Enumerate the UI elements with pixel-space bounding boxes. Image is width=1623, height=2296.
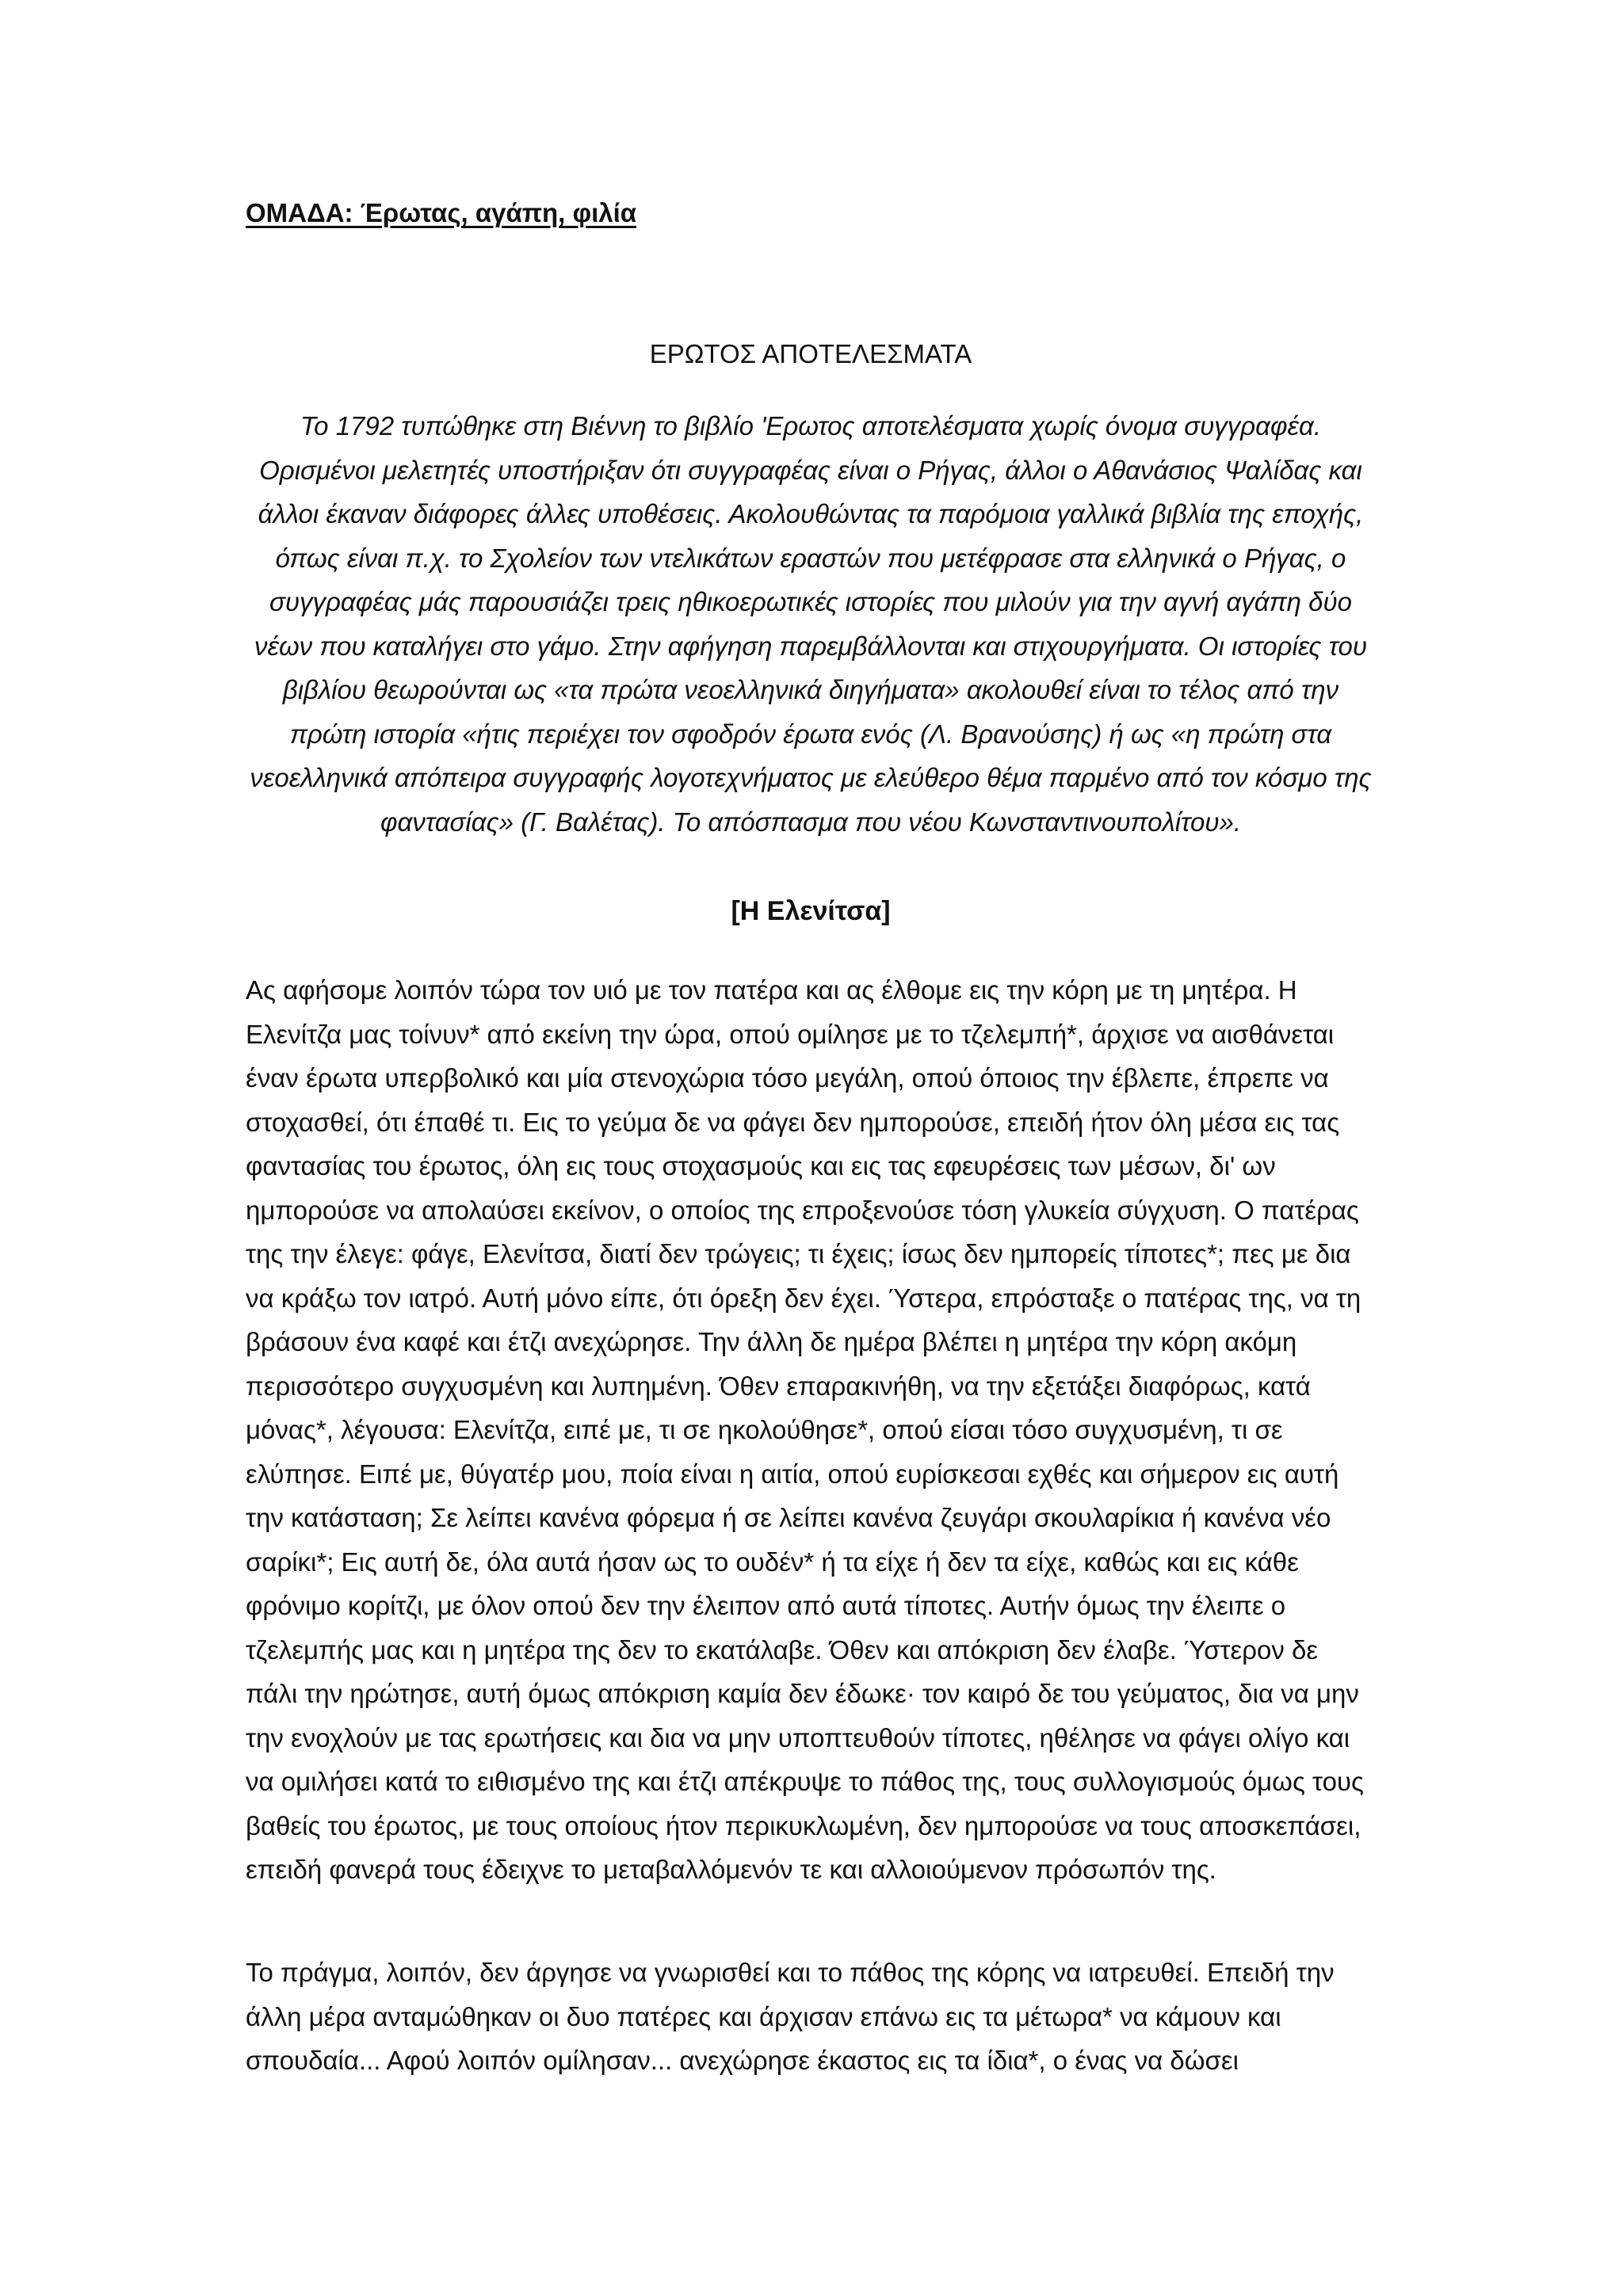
body-paragraph: Ας αφήσομε λοιπόν τώρα τον υιό με τον πατέρα και ας έλθομε εις την κόρη με τη μητέρα. Η Ελενίτζα μας τοίνυν* από εκείνη την ώρα, οπού ομίλησε με το τζελεμπή*, άρχισε να αισθάνεται έναν έρωτα υπερβολικό και μία στενοχώρια τόσο μεγάλη, οπού όποιος την έβλεπε, έπρεπε να στοχασθεί, ότι έπαθέ τι. Εις το γεύμα δε να φάγει δεν ημπορούσε, επειδή ήτον όλη μέσα εις τας φαντασίας του έρωτος, όλη εις τους στοχασμούς και εις τας εφευρέσεις των μέσων, δι' ων ημπορούσε να απολαύσει εκείνον, ο οποίος της επροξενούσε τόση γλυκεία σύγχυση. Ο πατέρας της την έλεγε: φάγε, Ελενίτσα, διατί δεν τρώγεις; τι έχεις; ίσως δεν ημπορείς τίποτες*; πες με δια να κράξω τον ιατρό. Αυτή μόνο είπε, ότι όρεξη δεν έχει. Ύστερα, επρόσταξε ο πατέρας της, να τη βράσουν ένα καφέ και έτζι ανεχώρησε. Την άλλη δε ημέρα βλέπει η μητέρα την κόρη ακόμη περισσότερο συγχυσμένη και λυπημένη. Όθεν επαρακινήθη, να την εξετάξει διαφόρως, κατά μόνας*, λέγουσα: Ελενίτζα, ειπέ με, τι σε ηκολούθησε*, οπού είσαι τόσο συγχυσμένη, τι σε ελύπησε. Ειπέ με, θύγατέρ μου, ποία είναι η αιτία, οπού ευρίσκεσαι εχθές και σήμερον εις αυτή την κατάσταση; Σε λείπει κανένα φόρεμα ή σε λείπει κανένα ζευγάρι σκουλαρίκια ή κανένα νέο σαρίκι*; Εις αυτή δε, όλα αυτά ήσαν ως το ουδέν* ή τα είχε ή δεν τα είχε, καθώς και εις κάθε φρόνιμο κορίτζι, με όλον οπού δεν την έλειπον από αυτά τίποτες. Αυτήν όμως την έλειπε ο τζελεμπής μας και η μητέρα της δεν το εκατάλαβε. Όθεν και απόκριση δεν έλαβε. Ύστερον δε πάλι την ηρώτησε, αυτή όμως απόκριση καμία δεν έδωκε· τον καιρό δε του γεύματος, δια να μην την ενοχλούν με τας ερωτήσεις και δια να μην υποπτευθούν τίποτες, ηθέλησε να φάγει ολίγο και να ομιλήσει κατά το ειθισμένο της και έτζι απέκρυψε το πάθος της, τους συλλογισμούς όμως τους βαθείς του έρωτος, με τους οποίους ήτον περικυκλωμένη, δεν ημπορούσε να τους αποσκεπάσει, επειδή φανερά τους έδειχνε το μεταβαλλόμενόν τε και αλλοιούμενον πρόσωπόν της.: [246, 975, 1364, 1884]
body-paragraph: Το πράγμα, λοιπόν, δεν άργησε να γνωρισθεί και το πάθος της κόρης να ιατρευθεί. Επειδή την άλλη μέρα ανταμώθηκαν οι δυο πατέρες και άρχισαν επάνω εις τα μέτωρα* να κάμουν και σπουδαία... Αφού λοιπόν ομίλησαν... ανεχώρησε έκαστος εις τα ίδια*, ο ένας να δώσει: [246, 1958, 1335, 2075]
group-heading: ΟΜΑΔΑ: Έρωτας, αγάπη, φιλία: [246, 198, 637, 227]
section-subtitle: [Η Ελενίτσα]: [731, 896, 891, 926]
intro-paragraph: Το 1792 τυπώθηκε στη Βιέννη το βιβλίο 'Ερωτος αποτελέσματα χωρίς όνομα συγγραφέα. Ορισμένοι μελετητές υποστήριξαν ότι συγγραφέας είναι ο Ρήγας, άλλοι ο Αθανάσιος Ψαλίδας και άλλοι έκαναν διάφορες άλλες υποθέσεις. Ακολουθώντας τα παρόμοια γαλλικά βιβλία της εποχής, όπως είναι π.χ. το Σχολείον των ντελικάτων εραστών που μετέφρασε στα ελληνικά ο Ρήγας, ο συγγραφέας μάς παρουσιάζει τρεις ηθικοερωτικές ιστορίες που μιλούν για την αγνή αγάπη δύο νέων που καταλήγει στο γάμο. Στην αφήγηση παρεμβάλλονται και στιχουργήματα. Οι ιστορίες του βιβλίου θεωρούνται ως «τα πρώτα νεοελληνικά διηγήματα» ακολουθεί είναι το τέλος από την πρώτη ιστορία «ήτις περιέχει τον σφοδρόν έρωτα ενός (Λ. Βρανούσης) ή ως «η πρώτη στα νεοελληνικά απόπειρα συγγραφής λογοτεχνήματος με ελεύθερο θέμα παρμένο από τον κόσμο της φαντασίας» (Γ. Βαλέτας). Το απόσπασμα που νέου Κωνσταντινουπολίτου».: [250, 411, 1372, 837]
document-title: ΕΡΩΤΟΣ ΑΠΟΤΕΛΕΣΜΑΤΑ: [649, 339, 972, 368]
